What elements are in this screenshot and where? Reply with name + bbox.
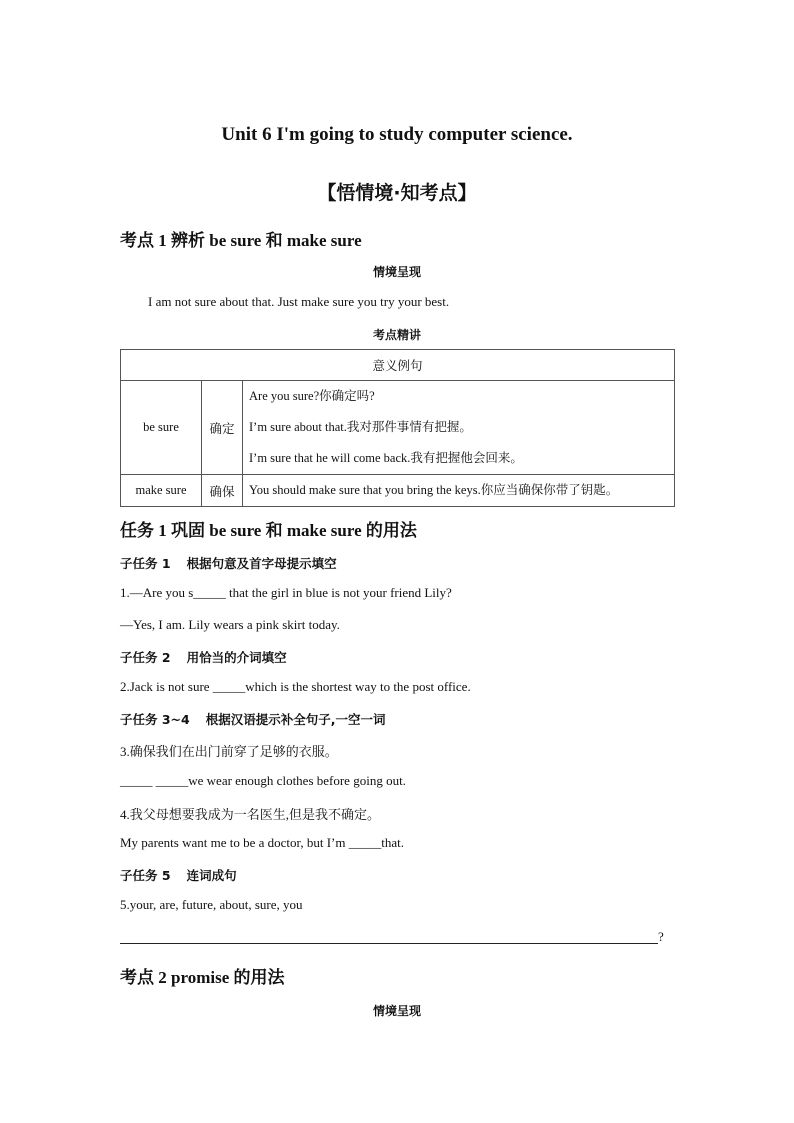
subtask-text: 根据汉语提示补全句子,一空一词 — [205, 712, 386, 727]
question-mark: ? — [658, 929, 664, 944]
table-row — [121, 475, 675, 507]
subtask-1 — [120, 554, 337, 572]
table-examples — [243, 381, 675, 475]
table-example: You should make sure that you bring the keys.你应当确保你带了钥匙。 — [249, 483, 619, 497]
subtask-text: 连词成句 — [186, 868, 237, 883]
point1-context-text: I am not sure about that. Just make sure you try your best. — [148, 294, 450, 309]
point2-heading: 考点 2 promise 的用法 — [120, 968, 285, 987]
question-4a: 4.我父母想要我成为一名医生,但是我不确定。 — [120, 807, 381, 822]
task1-heading: 任务 1 巩固 be sure 和 make sure 的用法 — [120, 521, 417, 540]
point2-context-label: 情境呈现 — [372, 1004, 421, 1018]
point1-context-label: 情境呈现 — [372, 265, 421, 279]
question-2: 2.Jack is not sure _____which is the shortest way to the post office. — [120, 679, 471, 694]
subtask-2 — [120, 648, 287, 666]
subtask-label: 子任务 3~4 — [120, 712, 190, 727]
table-example: I’m sure about that.我对那件事情有把握。 — [249, 420, 472, 434]
table-header: 意义例句 — [121, 350, 675, 381]
table-header-row — [121, 350, 675, 381]
subtask-label: 子任务 1 — [120, 556, 171, 571]
answer-line — [120, 943, 658, 944]
table-examples — [243, 475, 675, 507]
subtask-text: 根据句意及首字母提示填空 — [186, 556, 337, 571]
point1-heading: 考点 1 辨析 be sure 和 make sure — [120, 231, 362, 250]
question-3b: _____ _____we wear enough clothes before going out. — [120, 773, 406, 788]
section-heading: 【悟情境·知考点】 — [317, 182, 477, 204]
table-word: be sure — [121, 381, 202, 475]
explanation-table — [120, 349, 675, 507]
subtask-label: 子任务 5 — [120, 868, 171, 883]
table-example: I’m sure that he will come back.我有把握他会回来。 — [249, 451, 523, 465]
subtask-text: 用恰当的介词填空 — [186, 650, 287, 665]
table-example: Are you sure?你确定吗? — [249, 389, 375, 403]
subtask-5 — [120, 866, 237, 884]
question-1a: 1.—Are you s_____ that the girl in blue is not your friend Lily? — [120, 585, 452, 600]
table-row — [121, 381, 675, 475]
question-4b: My parents want me to be a doctor, but I’m _____that. — [120, 835, 404, 850]
subtask-3-4 — [120, 710, 385, 728]
question-1b: —Yes, I am. Lily wears a pink skirt today. — [120, 617, 340, 632]
question-3a: 3.确保我们在出门前穿了足够的衣服。 — [120, 744, 338, 759]
table-word: make sure — [121, 475, 202, 507]
table-meaning: 确定 — [202, 381, 243, 475]
point1-explain-label: 考点精讲 — [372, 328, 421, 342]
question-5: 5.your, are, future, about, sure, you — [120, 897, 303, 912]
table-meaning: 确保 — [202, 475, 243, 507]
subtask-label: 子任务 2 — [120, 650, 171, 665]
document-title: Unit 6 I'm going to study computer science. — [221, 124, 573, 145]
